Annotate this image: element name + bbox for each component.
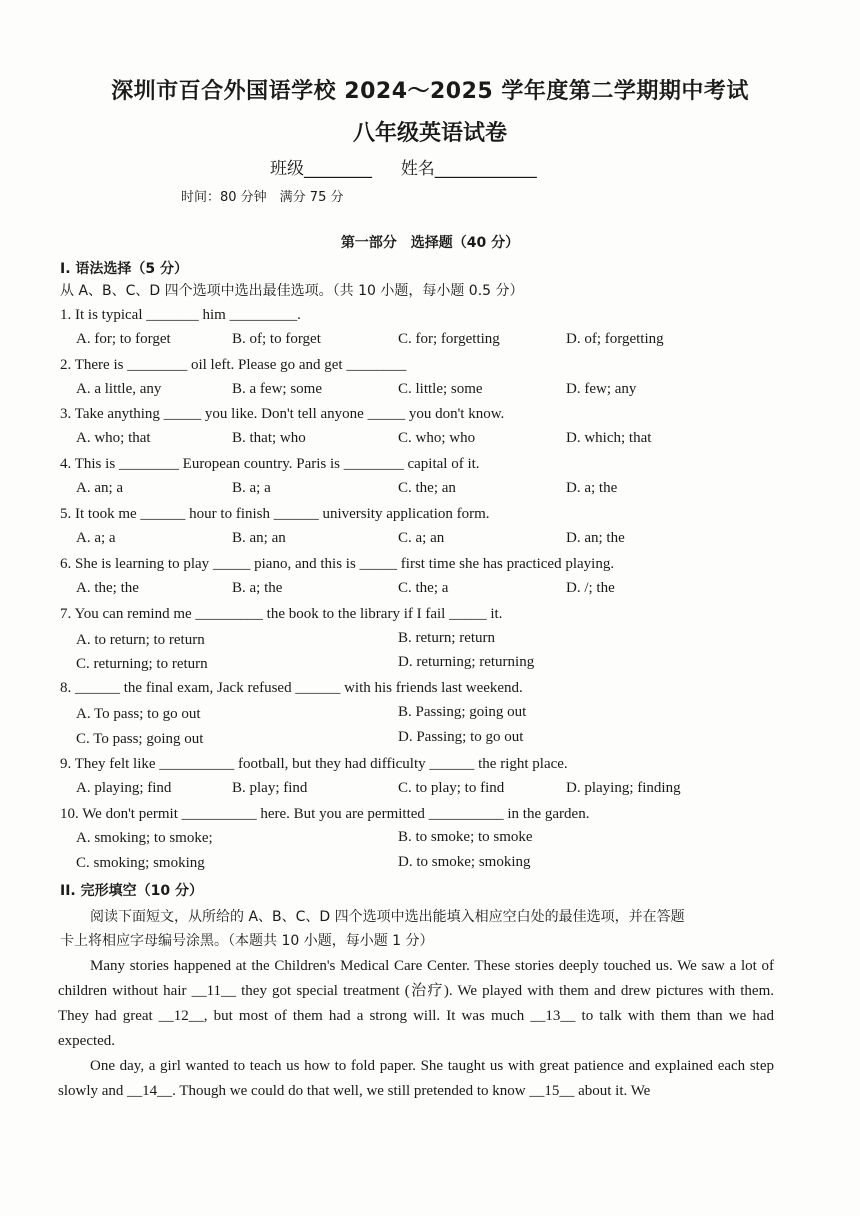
class-label: 班级________: [270, 159, 372, 179]
time-info: 时间：80 分钟 满分 75 分: [181, 190, 344, 205]
option-c: C. for; forgetting: [398, 331, 500, 347]
question-stem: 1. It is typical _______ him _________.: [60, 307, 301, 323]
student-info-line: [270, 154, 537, 179]
option-c: C. smoking; smoking: [76, 855, 205, 871]
question-stem: 8. ______ the final exam, Jack refused ______ with his friends last weekend.: [60, 680, 523, 696]
option-b: B. a few; some: [232, 381, 322, 397]
name-label: 姓名____________: [400, 159, 537, 179]
option-c: C. to play; to find: [398, 780, 505, 796]
option-a: A. who; that: [76, 430, 151, 446]
option-a: A. to return; to return: [76, 632, 205, 648]
passage-paragraph-1: Many stories happened at the Children's Medical Care Center. These stories deeply touched us. We saw a lot of children without hair __11__ they got special treatment (治疗). We played with them and drew pictures with them. They had great __12__, but most of them had a strong will. It was much __13__ to talk with them than we had expected.: [58, 958, 774, 1049]
option-a: A. a little, any: [76, 381, 162, 397]
option-c: C. To pass; going out: [76, 731, 204, 747]
option-d: D. playing; finding: [566, 780, 681, 796]
option-b: B. an; an: [232, 530, 286, 546]
option-b: B. of; to forget: [232, 331, 321, 347]
part-one-heading: 第一部分 选择题（40 分）: [340, 235, 520, 251]
option-d: D. to smoke; smoking: [398, 854, 531, 870]
section2-title: II. 完形填空（10 分）: [60, 883, 203, 899]
section1-instruction: 从 A、B、C、D 四个选项中选出最佳选项。（共 10 小题，每小题 0.5 分）: [60, 283, 524, 299]
option-d: D. a; the: [566, 480, 618, 496]
option-c: C. the; a: [398, 580, 449, 596]
question-stem: 2. There is ________ oil left. Please go and get ________: [60, 357, 407, 373]
question-stem: 3. Take anything _____ you like. Don't tell anyone _____ you don't know.: [60, 406, 505, 422]
option-b: B. a; the: [232, 580, 283, 596]
option-b: B. to smoke; to smoke: [398, 829, 533, 845]
option-a: A. smoking; to smoke;: [76, 830, 213, 846]
option-b: B. play; find: [232, 780, 308, 796]
option-d: D. of; forgetting: [566, 331, 664, 347]
exam-subtitle: 八年级英语试卷: [352, 121, 507, 146]
option-b: B. return; return: [398, 630, 496, 646]
option-c: C. who; who: [398, 430, 476, 446]
question-stem: 4. This is ________ European country. Paris is ________ capital of it.: [60, 456, 480, 472]
option-b: B. a; a: [232, 480, 271, 496]
option-d: D. returning; returning: [398, 654, 535, 670]
passage-paragraph-2: One day, a girl wanted to teach us how to fold paper. She taught us with great patience and explained each step slowly and __14__. Though we could do that well, we still pretended to know __15__ about it. We: [58, 1058, 774, 1099]
option-a: A. for; to forget: [76, 331, 171, 347]
option-d: D. which; that: [566, 430, 652, 446]
section1-title: I. 语法选择（5 分）: [60, 261, 189, 277]
question-stem: 6. She is learning to play _____ piano, and this is _____ first time she has practiced playing.: [60, 556, 615, 572]
option-d: D. an; the: [566, 530, 625, 546]
option-c: C. the; an: [398, 480, 456, 496]
section2-instruction-line1: 阅读下面短文，从所给的 A、B、C、D 四个选项中选出能填入相应空白处的最佳选项，并在答题: [90, 909, 685, 925]
option-c: C. little; some: [398, 381, 483, 397]
section2-instruction-line2: 卡上将相应字母编号涂黑。（本题共 10 小题，每小题 1 分）: [60, 933, 434, 949]
question-stem: 9. They felt like __________ football, but they had difficulty ______ the right place.: [60, 756, 568, 772]
option-a: A. playing; find: [76, 780, 172, 796]
exam-title: 深圳市百合外国语学校 2024～2025 学年度第二学期期中考试: [111, 79, 749, 104]
option-b: B. that; who: [232, 430, 306, 446]
option-a: A. the; the: [76, 580, 139, 596]
option-b: B. Passing; going out: [398, 704, 527, 720]
option-d: D. /; the: [566, 580, 615, 596]
option-a: A. To pass; to go out: [76, 706, 201, 722]
option-c: C. a; an: [398, 530, 445, 546]
question-stem: 7. You can remind me _________ the book to the library if I fail _____ it.: [60, 606, 503, 622]
question-stem: 5. It took me ______ hour to finish ______ university application form.: [60, 506, 490, 522]
option-c: C. returning; to return: [76, 656, 208, 672]
question-stem: 10. We don't permit __________ here. But you are permitted __________ in the garden.: [60, 806, 590, 822]
option-a: A. a; a: [76, 530, 116, 546]
option-d: D. few; any: [566, 381, 637, 397]
option-a: A. an; a: [76, 480, 124, 496]
option-d: D. Passing; to go out: [398, 729, 524, 745]
